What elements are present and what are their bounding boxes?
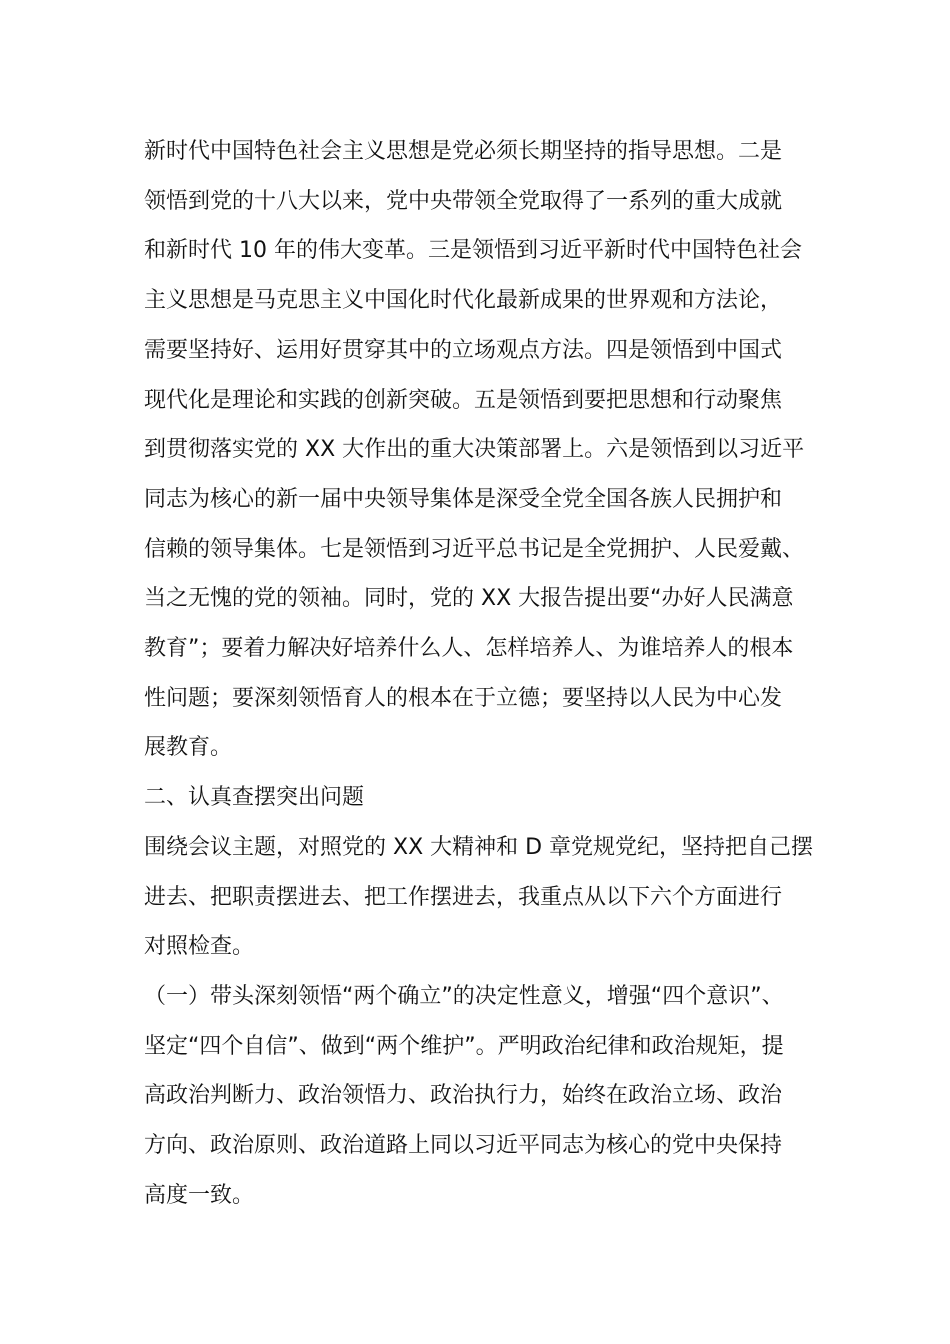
- text-line: 对照检查。: [144, 934, 255, 960]
- text-line: 方向、政治原则、政治道路上同以习近平同志为核心的党中央保持: [144, 1133, 783, 1159]
- text-line: 主义思想是马克思主义中国化时代化最新成果的世界观和方法论，: [144, 288, 783, 314]
- text-line: （一）带头深刻领悟“两个确立”的决定性意义，增强“四个意识”、: [144, 983, 784, 1009]
- paragraph-intro: [144, 823, 834, 972]
- text-line: 新时代中国特色社会主义思想是党必须长期坚持的指导思想。二是: [144, 139, 783, 164]
- text-line: 进去、把职责摆进去、把工作摆进去，我重点从以下六个方面进行: [144, 884, 783, 910]
- text-line: 现代化是理论和实践的创新突破。五是领悟到要把思想和行动聚焦: [144, 387, 783, 413]
- paragraph-item-one: [144, 972, 834, 1221]
- section-heading: [144, 773, 834, 823]
- text-line: 高度一致。: [144, 1182, 255, 1208]
- text-line: 性问题；要深刻领悟育人的根本在于立德；要坚持以人民为中心发: [144, 685, 783, 711]
- text-line: 坚定“四个自信”、做到“两个维护”。严明政治纪律和政治规矩，提: [144, 1033, 784, 1059]
- text-line: 教育”；要着力解决好培养什么人、怎样培养人、为谁培养人的根本: [144, 636, 794, 662]
- text-line: 高政治判断力、政治领悟力、政治执行力，始终在政治立场、政治: [144, 1083, 783, 1109]
- paragraph-study-insights: [144, 127, 834, 773]
- text-line: 和新时代 10 年的伟大变革。三是领悟到习近平新时代中国特色社会: [144, 238, 802, 264]
- text-line: 需要坚持好、运用好贯穿其中的立场观点方法。四是领悟到中国式: [144, 337, 783, 363]
- text-line: 围绕会议主题，对照党的 XX 大精神和 D 章党规党纪，坚持把自己摆: [144, 834, 814, 860]
- text-line: 领悟到党的十八大以来，党中央带领全党取得了一系列的重大成就: [144, 188, 783, 214]
- text-line: 到贯彻落实党的 XX 大作出的重大决策部署上。六是领悟到以习近平: [144, 437, 805, 463]
- text-line: 展教育。: [144, 735, 233, 761]
- document-body: [144, 127, 834, 1220]
- text-line: 同志为核心的新一届中央领导集体是深受全党全国各族人民拥护和: [144, 486, 783, 512]
- section-heading-text: 二、认真查摆突出问题: [144, 785, 365, 811]
- text-line: 信赖的领导集体。七是领悟到习近平总书记是全党拥护、人民爱戴、: [144, 536, 805, 562]
- text-line: 当之无愧的党的领袖。同时，党的 XX 大报告提出要“办好人民满意: [144, 586, 794, 612]
